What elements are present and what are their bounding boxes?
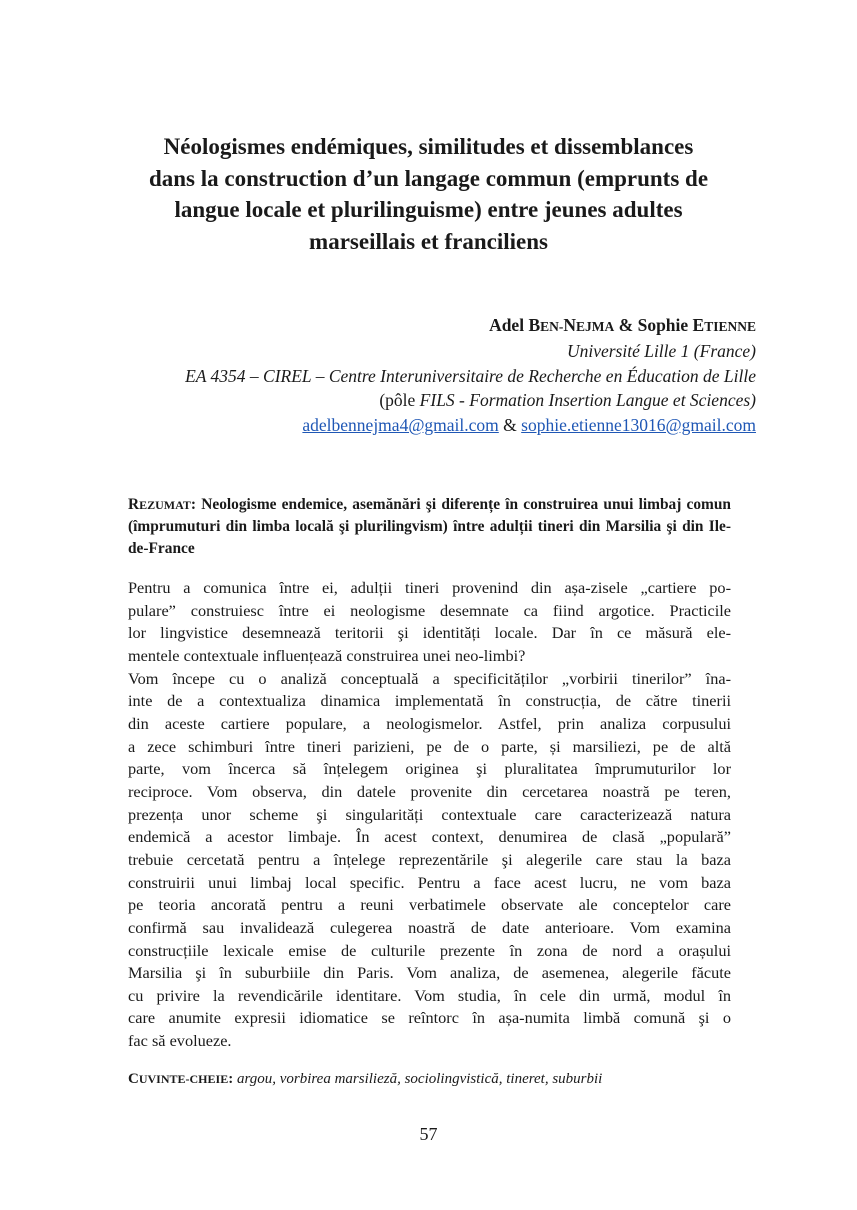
- rezumat-title: Neologisme endemice, asemănări şi diferențe în construirea unui limbaj comun (împrumuturi din limba locală şi plurilingvism) între adulții tineri din Marsilia şi din Ile-de-France: [128, 496, 731, 557]
- author-names: Adel BEN-NEJMA & Sophie ETIENNE: [489, 315, 756, 335]
- abstract-line: pulare” construiesc între ei neologisme desemnate ca fiind argotice. Practicile: [128, 600, 731, 620]
- keywords-text: argou, vorbirea marsilieză, sociolingvistică, tineret, suburbii: [233, 1071, 603, 1087]
- title-line: Néologismes endémiques, similitudes et dissemblances: [163, 134, 694, 159]
- title-line: marseillais et franciliens: [309, 228, 548, 254]
- abstract-line: lor lingvistice desemnează teritorii şi identități locale. Dar în ce măsură ele-: [128, 623, 731, 643]
- keywords-label: CUVINTE-CHEIE:: [128, 1071, 234, 1087]
- abstract-line: mentele contextuale influențează construirea unei neo-limbi?: [128, 645, 526, 665]
- abstract-line: parte, vom încerca să înțelegem originea şi pluralitatea împrumuturilor lor: [128, 759, 731, 779]
- abstract-line: pe teoria ancorată pentru a reuni verbatimele observate ale conceptelor care: [128, 895, 731, 915]
- abstract-body: [128, 577, 731, 1053]
- author-emails: adelbennejma4@gmail.com & sophie.etienne13016@gmail.com: [302, 414, 756, 435]
- abstract-line: care anumite expresii idiomatice se reîntorc în așa-numita limbă comună şi o: [128, 1008, 731, 1028]
- abstract-line: fac să evolueze.: [128, 1031, 232, 1051]
- abstract-line: confirmă sau invalidează culegerea noastră de date anterioare. Vom examina: [128, 917, 731, 937]
- rezumat-label: REZUMAT:: [128, 496, 197, 513]
- abstract-line: endemică a acestor limbaje. În acest context, denumirea de clasă „populară”: [128, 827, 731, 847]
- abstract-line: inte de a contextualiza dinamica implementată în construcția, de către tinerii: [128, 691, 731, 711]
- title-line: dans la construction d’un langage commun (emprunts de: [148, 165, 709, 191]
- title-line: langue locale et plurilinguisme) entre jeunes adultes: [174, 197, 683, 222]
- abstract-line: construirii unui limbaj local specific. Pentru a face acest lucru, ne vom baza: [128, 872, 731, 892]
- abstract-line: a zece schimburi între tineri parizieni, pe de o parte, și marsiliezi, pe de altă: [128, 736, 731, 756]
- abstract-line: Marsilia şi în suburbiile din Paris. Vom analiza, de asemenea, alegerile făcute: [128, 963, 731, 983]
- keywords: [128, 1069, 731, 1089]
- abstract-line: reciproce. Vom observa, din datele provenite din cercetarea noastră pe teren,: [128, 781, 731, 801]
- page-number: 57: [419, 1124, 438, 1144]
- affiliation-university: Université Lille 1 (France): [566, 341, 756, 362]
- abstract-line: cu privire la revendicările identitare. Vom studia, în cele din urmă, modul în: [128, 985, 731, 1005]
- abstract-line: prezența unor scheme şi singularități contextuale care caracterizează natura: [128, 804, 731, 824]
- affiliation-pole: (pôle FILS - Formation Insertion Langue et Sciences): [379, 390, 756, 411]
- rezumat-heading: [128, 494, 731, 560]
- abstract-line: Pentru a comunica între ei, adulții tineri provenind din așa-zisele „cartiere po-: [128, 578, 731, 597]
- email-link-2[interactable]: sophie.etienne13016@gmail.com: [521, 414, 756, 435]
- abstract-line: din aceste cartiere populare, a neologismelor. Astfel, prin analiza corpusului: [128, 713, 731, 733]
- affiliation-lab: EA 4354 – CIREL – Centre Interuniversitaire de Recherche en Éducation de Lille: [185, 365, 756, 386]
- abstract-line: trebuie cercetată pentru a înțelege reprezentările şi alegerile care stau la baza: [128, 849, 731, 869]
- abstract-line: construcțiile lexicale emise de culturile prezente în zona de nord a orașului: [128, 940, 731, 960]
- author-block: [185, 313, 756, 437]
- email-link-1[interactable]: adelbennejma4@gmail.com: [302, 414, 499, 435]
- paper-title: [95, 131, 762, 257]
- abstract-line: Vom începe cu o analiză conceptuală a specificităților „vorbirii tinerilor” îna-: [128, 668, 731, 688]
